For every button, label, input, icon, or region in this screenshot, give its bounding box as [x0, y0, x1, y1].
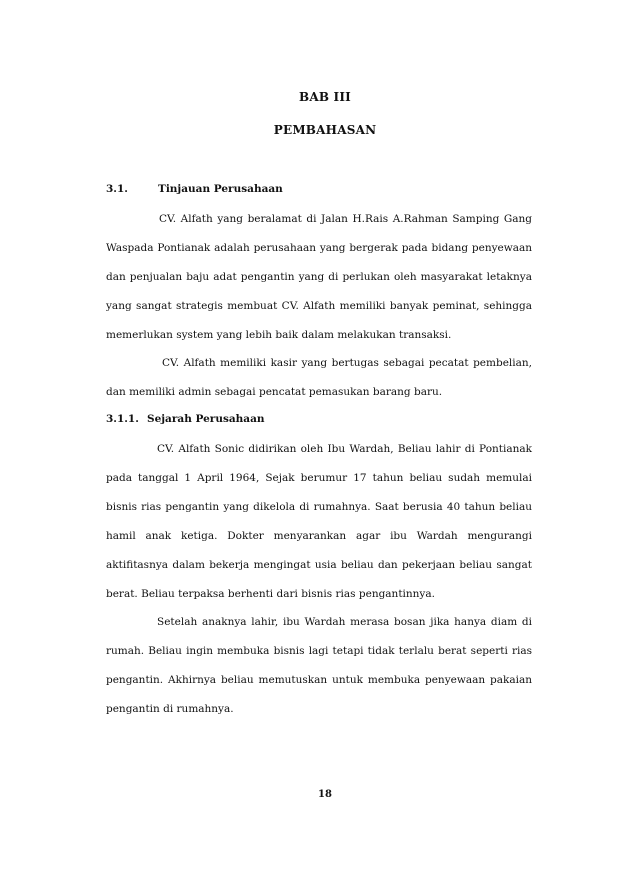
chapter-title: BAB III: [298, 90, 351, 104]
chapter-subtitle: PEMBAHASAN: [273, 123, 377, 137]
subsection-title: Sejarah Perusahaan: [147, 413, 265, 425]
paragraph-company-overview: CV. Alfath yang beralamat di Jalan H.Rais A.Rahman Samping Gang Waspada Pontianak adalah perusahaan yang bergerak pada bidang penyewaan dan penjualan baju adat pengantin yang di perlukan oleh masyarakat letaknya yang sangat strategis membuat CV. Alfath memiliki banyak peminat, sehingga memerlukan system yang lebih baik dalam melakukan transaksi.: [106, 213, 532, 341]
section-heading-3-1-1: [106, 413, 265, 425]
section-number: 3.1.: [106, 183, 128, 195]
page-number: 18: [318, 789, 332, 800]
subsection-number: 3.1.1.: [106, 413, 139, 425]
section-title: Tinjauan Perusahaan: [158, 183, 283, 195]
paragraph-company-history: CV. Alfath Sonic didirikan oleh Ibu Wardah, Beliau lahir di Pontianak pada tanggal 1 April 1964, Sejak berumur 17 tahun beliau sudah memulai bisnis rias pengantin yang dikelola di rumahnya. Saat berusia 40 tahun beliau hamil anak ketiga. Dokter menyarankan agar ibu Wardah mengurangi aktifitasnya dalam bekerja mengingat usia beliau dan pekerjaan beliau sangat berat. Beliau terpaksa berhenti dari bisnis rias pengantinnya.: [106, 443, 532, 600]
paragraph-cashier-admin: CV. Alfath memiliki kasir yang bertugas sebagai pecatat pembelian, dan memiliki admin sebagai pencatat pemasukan barang baru.: [106, 357, 532, 398]
paragraph-rental-decision: Setelah anaknya lahir, ibu Wardah merasa bosan jika hanya diam di rumah. Beliau ingin membuka bisnis lagi tetapi tidak terlalu berat seperti rias pengantin. Akhirnya beliau memutuskan untuk membuka penyewaan pakaian pengantin di rumahnya.: [106, 616, 532, 715]
section-heading-3-1: [106, 183, 283, 195]
